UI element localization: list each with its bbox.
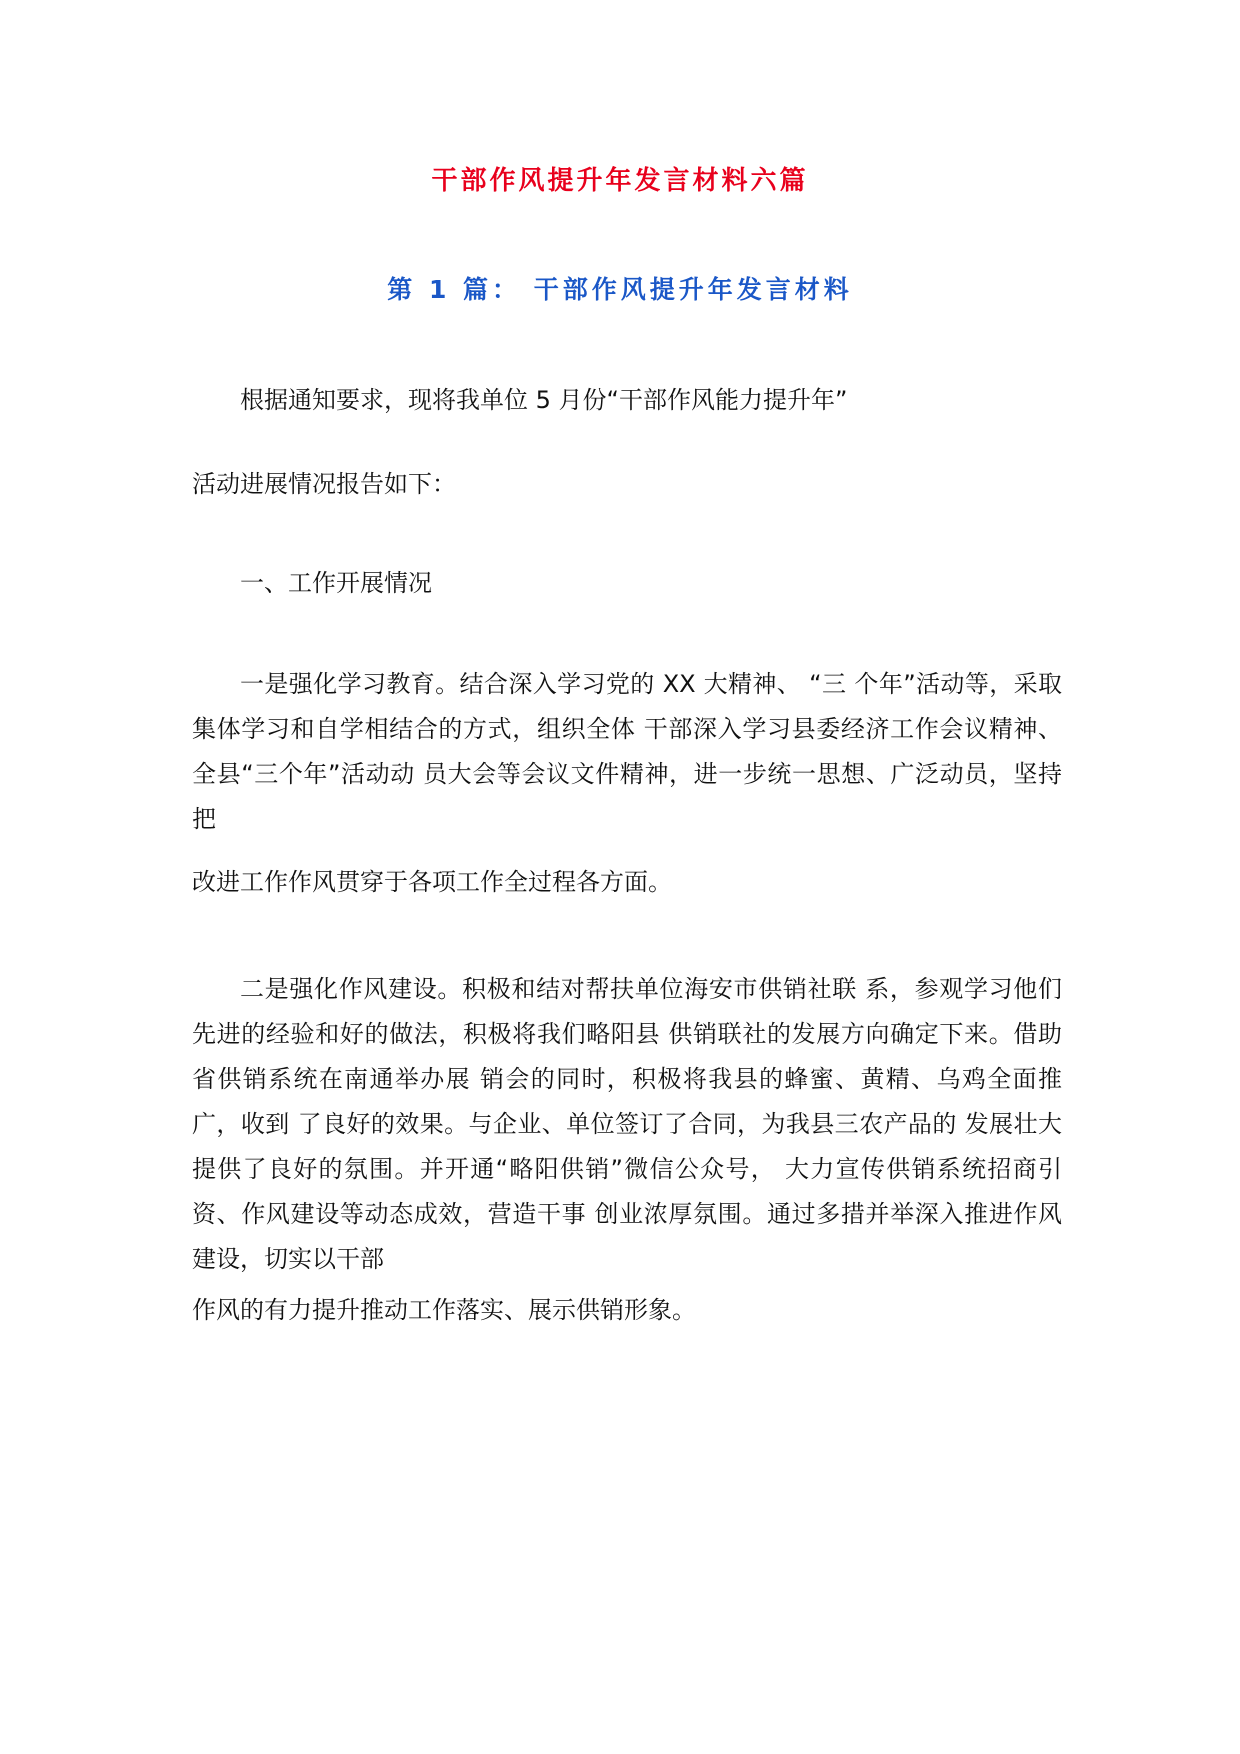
paragraph-1: 一是强化学习教育。结合深入学习党的 XX 大精神、 “三 个年”活动等，采取集体学习和自学相结合的方式，组织全体 干部深入学习县委经济工作会议精神、全县“三个年”活动动 员大会等会议文件精神，进一步统一思想、广泛动员，坚持把: [192, 670, 1062, 833]
paragraph-1-tail: 改进工作作风贯穿于各项工作全过程各方面。: [192, 868, 672, 896]
chapter-title: 第 1 篇： 干部作风提升年发言材料: [387, 275, 853, 304]
document-title: 干部作风提升年发言材料六篇: [431, 166, 809, 196]
intro-line-1: 根据通知要求，现将我单位 5 月份“干部作风能力提升年”: [240, 386, 848, 414]
intro-line-2: 活动进展情况报告如下：: [192, 470, 456, 498]
paragraph-2: 二是强化作风建设。积极和结对帮扶单位海安市供销社联 系，参观学习他们先进的经验和好的做法，积极将我们略阳县 供销联社的发展方向确定下来。借助省供销系统在南通举办展 销会的同时，积极将我县的蜂蜜、黄精、乌鸡全面推广，收到 了良好的效果。与企业、单位签订了合同，为我县三农产品的 发展壮大提供了良好的氛围。并开通“略阳供销”微信公众号， 大力宣传供销系统招商引资、作风建设等动态成效，营造干事 创业浓厚氛围。通过多措并举深入推进作风建设，切实以干部: [192, 975, 1062, 1273]
section-heading-1: 一、工作开展情况: [240, 569, 432, 597]
paragraph-2-tail: 作风的有力提升推动工作落实、展示供销形象。: [192, 1296, 696, 1324]
